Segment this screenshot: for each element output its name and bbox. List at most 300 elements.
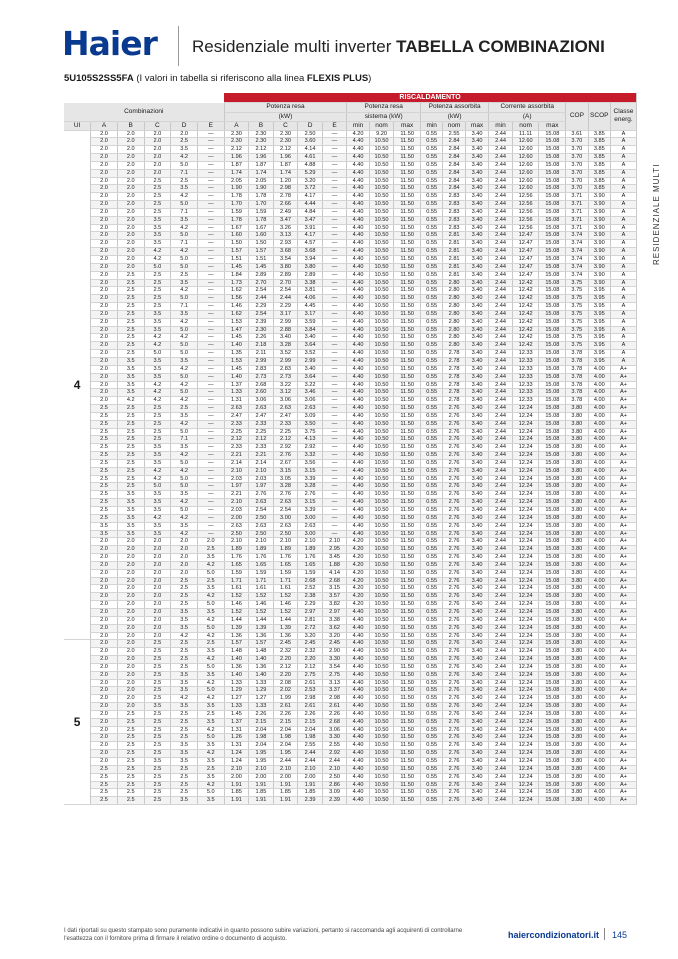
table-cell: 2.20 [273,656,298,664]
table-cell: 2.44 [489,263,512,271]
table-cell: 2.84 [443,185,465,193]
table-cell: 15.08 [539,428,566,436]
table-cell: 2.80 [443,310,465,318]
table-cell: 2.44 [489,373,512,381]
table-cell: 11.50 [394,703,421,711]
table-cell: 2.92 [273,444,298,452]
table-cell: 3.40 [465,734,488,742]
table-cell: 2.5 [144,287,171,295]
table-cell: 3.80 [566,624,588,632]
table-cell: 1.87 [224,161,249,169]
table-cell: 1.46 [273,601,298,609]
table-cell: 2.0 [144,632,171,640]
table-cell: 2.0 [91,389,118,397]
table-cell: 2.92 [298,444,323,452]
table-cell: 4.40 [347,483,369,491]
table-cell: 1.89 [224,546,249,554]
table-cell: — [197,256,224,264]
table-cell: 1.73 [224,279,249,287]
table-cell: 11.50 [394,334,421,342]
table-cell: 3.90 [588,240,610,248]
table-cell: 2.20 [273,671,298,679]
table-cell: 4.2 [197,781,224,789]
table-cell: 4.2 [197,679,224,687]
table-row [64,365,637,373]
table-cell: 4.40 [347,365,369,373]
table-cell: 3.95 [588,287,610,295]
table-cell: 11.50 [394,758,421,766]
table-cell: 3.90 [588,193,610,201]
table-cell: 3.80 [566,758,588,766]
table-cell: 4.2 [171,334,198,342]
table-cell: — [197,271,224,279]
table-cell: 2.0 [117,193,144,201]
table-cell: 1.46 [249,601,274,609]
table-cell: 12.33 [512,357,539,365]
table-row [64,397,637,405]
table-cell: 0.55 [421,161,443,169]
table-cell: 1.52 [224,593,249,601]
table-cell: 3.70 [566,185,588,193]
table-cell: 15.08 [539,342,566,350]
table-cell: 5.0 [171,232,198,240]
table-cell: — [197,248,224,256]
table-cell: 2.0 [144,577,171,585]
table-cell: 12.24 [512,459,539,467]
table-cell: 3.95 [588,350,610,358]
table-cell: 2.54 [249,287,274,295]
table-cell: 4.00 [588,444,610,452]
table-cell: 2.00 [273,773,298,781]
table-cell: 1.39 [249,624,274,632]
table-cell: 1.59 [298,569,323,577]
table-cell: 11.50 [394,185,421,193]
table-cell: 3.5 [171,216,198,224]
table-cell: 2.0 [117,185,144,193]
website-link[interactable]: haiercondizionatori.it [508,930,600,940]
table-cell: — [322,491,347,499]
table-cell: 3.5 [144,499,171,507]
table-cell: 2.5 [117,742,144,750]
table-cell: 2.29 [298,601,323,609]
table-cell: 15.08 [539,734,566,742]
table-cell: 2.5 [144,201,171,209]
combinations-table [64,93,637,805]
table-cell: 4.00 [588,608,610,616]
table-cell: 3.80 [566,616,588,624]
table-row [64,789,637,797]
table-cell: 10.50 [369,656,394,664]
table-cell: 4.40 [347,507,369,515]
table-cell: 0.55 [421,750,443,758]
table-cell: 1.52 [273,608,298,616]
table-cell: 2.33 [249,444,274,452]
table-cell: 1.29 [224,687,249,695]
table-row [64,342,637,350]
table-cell: 0.55 [421,663,443,671]
table-cell: 2.5 [117,452,144,460]
table-cell: 1.65 [224,561,249,569]
table-cell: A+ [610,397,636,405]
table-cell: 4.40 [347,271,369,279]
table-cell: 2.32 [298,648,323,656]
table-cell: 3.40 [465,350,488,358]
table-cell: 10.50 [369,240,394,248]
table-cell: — [322,263,347,271]
table-cell: 0.55 [421,601,443,609]
table-cell: 3.40 [465,632,488,640]
table-cell: 0.55 [421,287,443,295]
table-cell: 3.52 [273,350,298,358]
table-cell: 12.33 [512,365,539,373]
table-cell: 3.80 [566,593,588,601]
table-cell: 12.24 [512,491,539,499]
table-cell: 2.44 [489,718,512,726]
table-cell: 2.5 [144,695,171,703]
table-cell: 2.0 [91,185,118,193]
table-cell: 2.44 [489,734,512,742]
table-cell: 2.44 [489,240,512,248]
table-cell: 3.70 [566,169,588,177]
table-cell: 3.15 [298,499,323,507]
table-cell: A+ [610,530,636,538]
subheader-cell: min [347,121,369,130]
table-cell: 2.0 [91,585,118,593]
table-cell: 10.50 [369,287,394,295]
table-cell: 10.50 [369,436,394,444]
table-cell: 4.00 [588,585,610,593]
table-cell: 2.30 [224,130,249,138]
table-cell: 3.5 [197,773,224,781]
table-cell: 4.00 [588,718,610,726]
table-cell: 4.2 [171,224,198,232]
table-cell: 1.52 [273,593,298,601]
table-cell: 2.04 [298,726,323,734]
table-cell: 1.74 [273,169,298,177]
table-cell: — [197,357,224,365]
table-cell: 3.90 [588,201,610,209]
table-cell: 4.40 [347,656,369,664]
table-cell: 11.50 [394,679,421,687]
table-row [64,256,637,264]
table-cell: 1.98 [249,734,274,742]
table-cell: 2.76 [443,797,465,805]
table-cell: 3.40 [465,530,488,538]
table-cell: 12.24 [512,765,539,773]
table-cell: 3.80 [566,554,588,562]
table-cell: 12.24 [512,514,539,522]
table-cell: 1.57 [224,248,249,256]
table-cell: 10.50 [369,585,394,593]
table-cell: 2.44 [489,491,512,499]
table-cell: 2.0 [91,624,118,632]
table-cell: 10.50 [369,365,394,373]
table-cell: 2.5 [117,773,144,781]
table-cell: 4.17 [298,193,323,201]
table-cell: 3.30 [322,656,347,664]
table-cell: 2.80 [443,279,465,287]
table-cell: 10.50 [369,397,394,405]
table-cell: 2.14 [224,459,249,467]
table-cell: — [197,208,224,216]
table-cell: 15.08 [539,193,566,201]
table-cell: A+ [610,718,636,726]
table-cell: A+ [610,365,636,373]
table-cell: 11.50 [394,295,421,303]
table-cell: A [610,146,636,154]
table-cell: 12.33 [512,373,539,381]
header-corrente-unit: (A) [489,112,566,121]
table-cell: 3.40 [465,169,488,177]
table-cell: 15.08 [539,146,566,154]
table-cell: 4.40 [347,467,369,475]
table-row [64,703,637,711]
table-cell: 2.5 [117,420,144,428]
table-cell: 4.40 [347,695,369,703]
table-row [64,161,637,169]
table-row [64,726,637,734]
table-cell: 2.5 [91,444,118,452]
table-cell: 1.35 [224,350,249,358]
table-cell: 11.50 [394,224,421,232]
table-cell: 11.50 [394,491,421,499]
table-cell: 4.20 [347,585,369,593]
table-cell: 4.40 [347,256,369,264]
table-cell: 2.0 [91,601,118,609]
table-cell: 2.12 [249,146,274,154]
table-cell: 1.57 [249,248,274,256]
table-cell: 10.50 [369,765,394,773]
table-cell: 1.36 [224,632,249,640]
table-cell: 3.40 [465,303,488,311]
table-cell: A+ [610,483,636,491]
table-cell: A+ [610,656,636,664]
table-cell: 10.50 [369,758,394,766]
table-cell: 3.00 [298,514,323,522]
table-cell: 2.44 [489,648,512,656]
table-cell: 3.71 [566,224,588,232]
table-cell: 2.5 [144,742,171,750]
table-cell: 0.55 [421,797,443,805]
table-cell: 2.0 [144,169,171,177]
table-cell: 3.40 [465,334,488,342]
table-cell: 3.40 [465,389,488,397]
table-cell: 2.76 [443,687,465,695]
table-cell: A [610,224,636,232]
table-cell: 2.44 [489,405,512,413]
table-cell: 2.44 [489,459,512,467]
table-cell: 2.76 [443,569,465,577]
table-cell: 3.40 [465,671,488,679]
table-cell: 0.55 [421,193,443,201]
table-cell: 1.45 [224,710,249,718]
table-cell: 0.55 [421,138,443,146]
table-cell: 5.0 [197,789,224,797]
table-cell: 2.44 [489,303,512,311]
table-cell: 3.78 [566,365,588,373]
table-cell: 0.55 [421,444,443,452]
table-cell: 0.55 [421,185,443,193]
table-cell: 4.40 [347,240,369,248]
table-cell: 3.54 [273,256,298,264]
table-cell: 2.30 [273,138,298,146]
table-cell: 1.57 [224,640,249,648]
table-cell: 2.44 [489,169,512,177]
table-cell: 3.80 [566,742,588,750]
table-row [64,522,637,530]
table-cell: 2.0 [171,569,198,577]
table-cell: 2.5 [144,734,171,742]
table-cell: 3.68 [273,248,298,256]
table-cell: 2.54 [249,507,274,515]
table-cell: 2.76 [443,718,465,726]
table-cell: 2.76 [443,577,465,585]
table-cell: 4.00 [588,397,610,405]
table-cell: 2.83 [249,365,274,373]
table-cell: 2.5 [117,734,144,742]
table-cell: 1.89 [273,546,298,554]
table-cell: 2.0 [91,373,118,381]
table-cell: 12.24 [512,789,539,797]
table-cell: 4.20 [347,130,369,138]
table-cell: 3.5 [144,530,171,538]
table-cell: 3.5 [117,491,144,499]
table-cell: 15.08 [539,154,566,162]
table-cell: 3.40 [465,554,488,562]
table-cell: 2.76 [443,412,465,420]
table-row [64,310,637,318]
table-cell: 15.08 [539,201,566,209]
table-cell: 11.50 [394,350,421,358]
table-cell: 3.5 [144,459,171,467]
table-cell: 0.55 [421,546,443,554]
table-cell: 4.40 [347,616,369,624]
table-cell: 3.5 [171,310,198,318]
table-cell: 10.50 [369,710,394,718]
table-cell: 10.50 [369,726,394,734]
table-cell: 12.24 [512,742,539,750]
table-cell: 4.00 [588,538,610,546]
table-cell: 3.80 [566,765,588,773]
table-row [64,758,637,766]
table-cell: 2.63 [224,522,249,530]
table-cell: 1.33 [224,389,249,397]
table-cell: 2.0 [117,201,144,209]
table-cell: 3.94 [298,256,323,264]
table-cell: 11.50 [394,381,421,389]
table-row [64,750,637,758]
table-row [64,436,637,444]
table-cell: 2.5 [117,467,144,475]
table-cell: 3.85 [588,161,610,169]
table-cell: A+ [610,373,636,381]
table-cell: 2.0 [91,310,118,318]
table-cell: 2.5 [144,303,171,311]
table-cell: 2.0 [117,208,144,216]
table-cell: 3.5 [117,381,144,389]
table-cell: 10.50 [369,789,394,797]
table-cell: 2.0 [91,742,118,750]
table-cell: 4.40 [347,452,369,460]
table-cell: 3.40 [465,546,488,554]
table-cell: 3.5 [171,146,198,154]
table-row [64,287,637,295]
table-cell: 11.50 [394,389,421,397]
table-cell: 2.00 [224,773,249,781]
table-cell: 2.76 [443,522,465,530]
table-row [64,734,637,742]
table-cell: 3.60 [298,138,323,146]
table-cell: 15.08 [539,703,566,711]
table-cell: 3.74 [566,248,588,256]
table-cell: 2.76 [443,750,465,758]
header-potenza-assorbita: Potenza assorbita [421,103,489,113]
table-cell: 3.5 [117,389,144,397]
table-cell: 3.5 [144,373,171,381]
table-cell: 2.63 [249,405,274,413]
table-cell: 3.5 [144,232,171,240]
table-cell: 1.74 [249,169,274,177]
table-cell: 2.76 [443,459,465,467]
table-cell: 3.95 [588,303,610,311]
table-cell: 4.40 [347,444,369,452]
table-cell: 2.0 [91,632,118,640]
table-cell: 12.56 [512,224,539,232]
table-cell: 2.0 [91,679,118,687]
table-cell: 15.08 [539,797,566,805]
table-cell: 3.61 [566,130,588,138]
table-cell: 2.81 [443,240,465,248]
table-cell: 3.5 [117,514,144,522]
table-cell: 10.50 [369,208,394,216]
table-cell: — [322,130,347,138]
table-cell: 2.68 [249,381,274,389]
table-cell: 2.12 [224,436,249,444]
table-cell: 3.13 [322,679,347,687]
table-cell: 4.00 [588,381,610,389]
table-cell: 2.0 [91,577,118,585]
table-cell: 5.0 [171,256,198,264]
table-cell: — [322,514,347,522]
table-cell: 3.71 [566,208,588,216]
table-cell: 2.5 [171,734,198,742]
table-cell: 0.55 [421,679,443,687]
table-cell: 4.00 [588,671,610,679]
table-cell: — [197,428,224,436]
table-cell: 2.50 [298,130,323,138]
table-row [64,585,637,593]
table-cell: 5.0 [171,342,198,350]
table-cell: A+ [610,554,636,562]
table-cell: 4.00 [588,561,610,569]
table-cell: 1.48 [224,648,249,656]
table-cell: 2.0 [91,279,118,287]
table-cell: 3.40 [465,742,488,750]
table-cell: — [197,310,224,318]
table-row [64,640,637,648]
table-cell: 3.5 [117,530,144,538]
table-cell: — [322,201,347,209]
table-row [64,577,637,585]
table-cell: 4.40 [347,193,369,201]
table-cell: 10.50 [369,248,394,256]
table-cell: 3.37 [322,687,347,695]
table-cell: 0.55 [421,310,443,318]
table-cell: A [610,208,636,216]
table-cell: 3.5 [144,452,171,460]
table-cell: 2.44 [489,483,512,491]
table-cell: 2.5 [144,405,171,413]
